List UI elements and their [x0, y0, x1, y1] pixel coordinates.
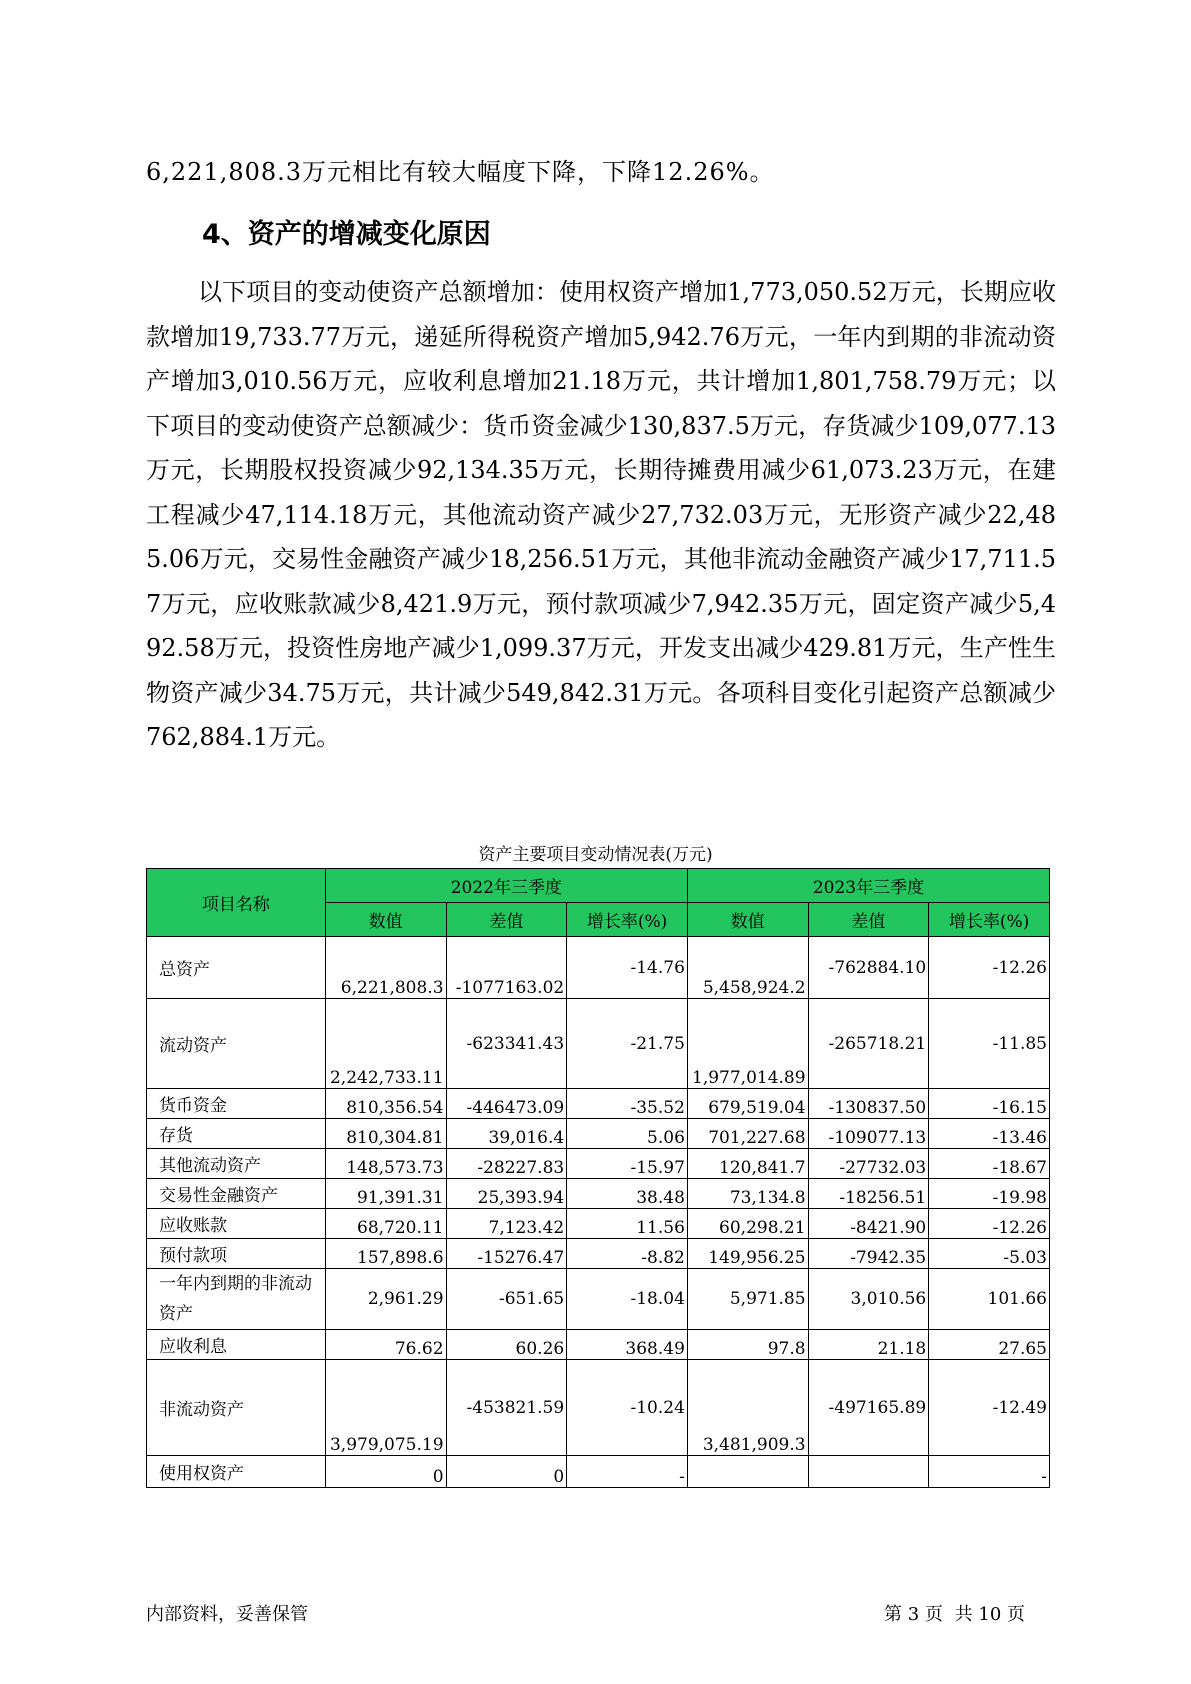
cell-rate-2023: -12.26 [929, 1209, 1050, 1239]
table-row [147, 1119, 1050, 1149]
table-row [147, 1456, 1050, 1488]
cell-rate-2023: -11.85 [929, 999, 1050, 1089]
cell-value-2022: 810,304.81 [325, 1119, 446, 1149]
cell-rate-2022: 11.56 [567, 1209, 688, 1239]
cell-value-2022: 0 [325, 1456, 446, 1488]
cell-rate-2023: 101.66 [929, 1269, 1050, 1330]
row-name: 应收账款 [147, 1209, 326, 1239]
cell-rate-2022: 38.48 [567, 1179, 688, 1209]
cell-rate-2023: -12.49 [929, 1360, 1050, 1456]
table-row [147, 999, 1050, 1089]
row-name: 流动资产 [147, 999, 326, 1089]
cell-value-2022: 91,391.31 [325, 1179, 446, 1209]
header-item-name: 项目名称 [147, 869, 326, 937]
header-diff-2023: 差值 [808, 903, 929, 937]
cell-rate-2022: 368.49 [567, 1330, 688, 1360]
footer-confidential-note: 内部资料，妥善保管 [146, 1604, 308, 1625]
cell-rate-2023: -5.03 [929, 1239, 1050, 1269]
row-name: 应收利息 [147, 1330, 326, 1360]
cell-diff-2022: 7,123.42 [446, 1209, 567, 1239]
cell-value-2023: 679,519.04 [687, 1089, 808, 1119]
cell-diff-2023: -27732.03 [808, 1149, 929, 1179]
header-rate-2022: 增长率(%) [567, 903, 688, 937]
row-name: 总资产 [147, 937, 326, 999]
footer-total-label: 共 10 页 [954, 1604, 1025, 1625]
row-name: 货币资金 [147, 1089, 326, 1119]
row-name: 使用权资产 [147, 1456, 326, 1488]
cell-rate-2023: -19.98 [929, 1179, 1050, 1209]
table-row [147, 1149, 1050, 1179]
cell-rate-2023: -13.46 [929, 1119, 1050, 1149]
cell-rate-2022: -18.04 [567, 1269, 688, 1330]
cell-rate-2022: -15.97 [567, 1149, 688, 1179]
cell-value-2022: 2,961.29 [325, 1269, 446, 1330]
row-name: 交易性金融资产 [147, 1179, 326, 1209]
cell-diff-2022: -28227.83 [446, 1149, 567, 1179]
table-row [147, 1209, 1050, 1239]
cell-value-2023: 120,841.7 [687, 1149, 808, 1179]
table-row [147, 1089, 1050, 1119]
cell-diff-2023: 21.18 [808, 1330, 929, 1360]
cell-value-2022: 2,242,733.11 [325, 999, 446, 1089]
table-row [147, 1179, 1050, 1209]
cell-diff-2023: 3,010.56 [808, 1269, 929, 1330]
cell-value-2023: 701,227.68 [687, 1119, 808, 1149]
cell-value-2023: 3,481,909.3 [687, 1360, 808, 1456]
row-name: 一年内到期的非流动资产 [147, 1269, 326, 1330]
cell-diff-2022: 0 [446, 1456, 567, 1488]
cell-value-2022: 810,356.54 [325, 1089, 446, 1119]
header-value-2023: 数值 [687, 903, 808, 937]
cell-rate-2022: -21.75 [567, 999, 688, 1089]
table-row [147, 1239, 1050, 1269]
cell-diff-2023 [808, 1456, 929, 1488]
cell-value-2023: 73,134.8 [687, 1179, 808, 1209]
cell-rate-2022: -35.52 [567, 1089, 688, 1119]
cell-value-2022: 3,979,075.19 [325, 1360, 446, 1456]
header-rate-2023: 增长率(%) [929, 903, 1050, 937]
body-paragraph: 以下项目的变动使资产总额增加：使用权资产增加1,773,050.52万元，长期应收款增加19,733.77万元，递延所得税资产增加5,942.76万元，一年内到期的非流动资产增加3,010.56万元，应收利息增加21.18万元，共计增加1,801,758.79万元；以下项目的变动使资产总额减少：货币资金减少130,837.5万元，存货减少109,077.13万元，长期股权投资减少92,134.35万元，长期待摊费用减少61,073.23万元，在建工程减少47,114.18万元，其他流动资产减少27,732.03万元，无形资产减少22,485.06万元，交易性金融资产减少18,256.51万元，其他非流动金融资产减少17,711.57万元，应收账款减少8,421.9万元，预付款项减少7,942.35万元，固定资产减少5,492.58万元，投资性房地产减少1,099.37万元，开发支出减少429.81万元，生产性生物资产减少34.75万元，共计减少549,842.31万元。各项科目变化引起资产总额减少762,884.1万元。 [146, 278, 1056, 751]
cell-rate-2022: 5.06 [567, 1119, 688, 1149]
header-period-2023: 2023年三季度 [687, 869, 1049, 903]
cell-rate-2022: -8.82 [567, 1239, 688, 1269]
cell-value-2022: 68,720.11 [325, 1209, 446, 1239]
cell-diff-2023: -7942.35 [808, 1239, 929, 1269]
cell-value-2023: 5,971.85 [687, 1269, 808, 1330]
header-diff-2022: 差值 [446, 903, 567, 937]
lead-line: 6,221,808.3万元相比有较大幅度下降，下降12.26%。 [146, 158, 775, 186]
footer-page-number [884, 1600, 1031, 1626]
cell-rate-2023: -12.26 [929, 937, 1050, 999]
cell-diff-2023: -109077.13 [808, 1119, 929, 1149]
cell-diff-2022: -446473.09 [446, 1089, 567, 1119]
cell-diff-2022: 39,016.4 [446, 1119, 567, 1149]
table-caption: 资产主要项目变动情况表(万元) [478, 845, 713, 865]
cell-rate-2023: 27.65 [929, 1330, 1050, 1360]
cell-value-2023: 149,956.25 [687, 1239, 808, 1269]
cell-diff-2022: -15276.47 [446, 1239, 567, 1269]
cell-diff-2023: -497165.89 [808, 1360, 929, 1456]
cell-diff-2022: -651.65 [446, 1269, 567, 1330]
cell-value-2022: 6,221,808.3 [325, 937, 446, 999]
row-name: 非流动资产 [147, 1360, 326, 1456]
cell-rate-2022: -10.24 [567, 1360, 688, 1456]
cell-diff-2022: -1077163.02 [446, 937, 567, 999]
cell-value-2023: 5,458,924.2 [687, 937, 808, 999]
cell-value-2023: 60,298.21 [687, 1209, 808, 1239]
cell-diff-2022: 25,393.94 [446, 1179, 567, 1209]
cell-rate-2023: -18.67 [929, 1149, 1050, 1179]
table-row [147, 1330, 1050, 1360]
cell-diff-2022: -623341.43 [446, 999, 567, 1089]
table-row [147, 1269, 1050, 1330]
cell-diff-2022: 60.26 [446, 1330, 567, 1360]
cell-value-2023 [687, 1456, 808, 1488]
row-name: 存货 [147, 1119, 326, 1149]
header-value-2022: 数值 [325, 903, 446, 937]
table-row [147, 1360, 1050, 1456]
cell-rate-2023: - [929, 1456, 1050, 1488]
cell-diff-2022: -453821.59 [446, 1360, 567, 1456]
footer-page-label: 第 3 页 [884, 1604, 943, 1625]
cell-rate-2022: - [567, 1456, 688, 1488]
cell-rate-2022: -14.76 [567, 937, 688, 999]
header-period-2022: 2022年三季度 [325, 869, 687, 903]
cell-value-2023: 97.8 [687, 1330, 808, 1360]
table-row [147, 937, 1050, 999]
cell-value-2022: 157,898.6 [325, 1239, 446, 1269]
cell-diff-2023: -8421.90 [808, 1209, 929, 1239]
cell-value-2022: 148,573.73 [325, 1149, 446, 1179]
cell-rate-2023: -16.15 [929, 1089, 1050, 1119]
row-name: 预付款项 [147, 1239, 326, 1269]
row-name: 其他流动资产 [147, 1149, 326, 1179]
section-heading: 4、资产的增减变化原因 [202, 219, 491, 250]
cell-diff-2023: -762884.10 [808, 937, 929, 999]
cell-diff-2023: -18256.51 [808, 1179, 929, 1209]
cell-value-2022: 76.62 [325, 1330, 446, 1360]
cell-diff-2023: -130837.50 [808, 1089, 929, 1119]
assets-change-table [146, 868, 1050, 1488]
cell-value-2023: 1,977,014.89 [687, 999, 808, 1089]
cell-diff-2023: -265718.21 [808, 999, 929, 1089]
